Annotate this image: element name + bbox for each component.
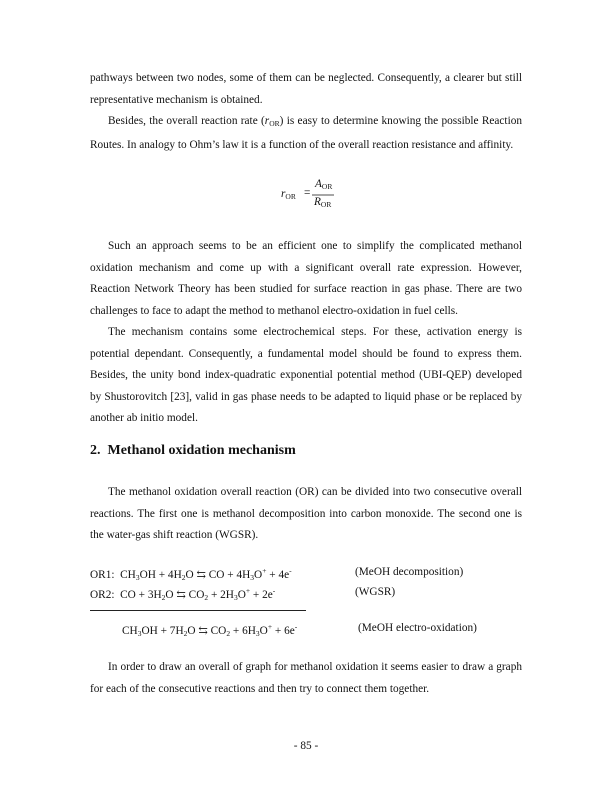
reaction-total-note: (MeOH electro-oxidation) [358,622,477,634]
reaction-or1: OR1: $CH_3OH + 4H_2O$ ⇆ CO + $4H_3O^+ + 4e^-$ [90,566,292,582]
page-number: - 85 - [293,740,319,752]
paragraph-overall-reactions: The methanol oxidation overall reaction (OR) can be divided into two consecutive overall reactions. The first one is methanol decomposition into carbon monoxide. The second one is the water-gas shift reaction (WGSR). [90,486,522,542]
reaction-or1-note: (MeOH decomposition) [355,566,464,578]
reaction-or2: OR2: CO + $3H_2O$ ⇆ $CO_2 + 2H_3O^+ + 2e^-$ [90,586,276,602]
paragraph-approach: Such an approach seems to be an efficient one to simplify the complicated methanol oxidation mechanism and come up with a significant overall rate expression. However, Reaction Network Theory has been studied for surface reaction in gas phase. There are two challenges to face to adapt the method to methanol electro-oxidation in fuel cells. [90,240,522,317]
section-number: 2. [90,443,101,458]
paragraph-graph: In order to draw an overall of graph for methanol oxidation it seems easier to draw a graph for each of the consecutive reactions and then try to connect them together. [90,661,522,695]
section-heading [90,443,296,459]
sum-divider [90,610,306,611]
equation-lhs-var: r [281,188,286,200]
reaction-or2-label: OR2: [90,589,115,601]
equation-den-sub: OR [320,200,332,209]
paragraph-overall-rate [90,111,522,156]
paragraph-overall-rate-end: ) is easy to determine knowing the possible Reaction Routes. In analogy to Ohm’s law it is a function of the overall reaction resistance and affinity. [90,115,523,151]
section-title: Methanol oxidation mechanism [107,443,296,458]
equation-equals: = [304,187,311,199]
paragraph-pathways: pathways between two nodes, some of them can be neglected. Consequently, a clearer but still representative mechanism is obtained. [90,72,522,106]
equation-numerator [315,178,332,191]
rate-symbol: r [264,115,270,127]
equation-num-var: A [315,178,322,190]
equation-num-sub: OR [321,182,333,191]
reaction-total: $CH_3OH + 7H_2O$ ⇆ $CO_2 + 6H_3O^+ + 6e^-$ [122,622,298,638]
equation-den-var: R [314,196,321,208]
equation-lhs [281,188,296,201]
paragraph-mechanism: The mechanism contains some electrochemical steps. For these, activation energy is potential dependant. Consequently, a fundamental model should be found to express them. Besides, the unity bond index-quadratic exponential potential method (UBI-QEP) developed by Shustorovitch [23], valid in gas phase needs to be adapted to liquid phase or be replaced by another ab initio model. [90,326,522,425]
paragraph-overall-rate-start: Besides, the overall reaction rate ( [108,115,265,127]
rate-subscript: OR [269,119,280,128]
equation-lhs-sub: OR [285,192,296,201]
reaction-or2-note: (WGSR) [355,586,396,598]
equation-denominator [314,196,331,209]
reaction-or1-label: OR1: [90,569,115,581]
